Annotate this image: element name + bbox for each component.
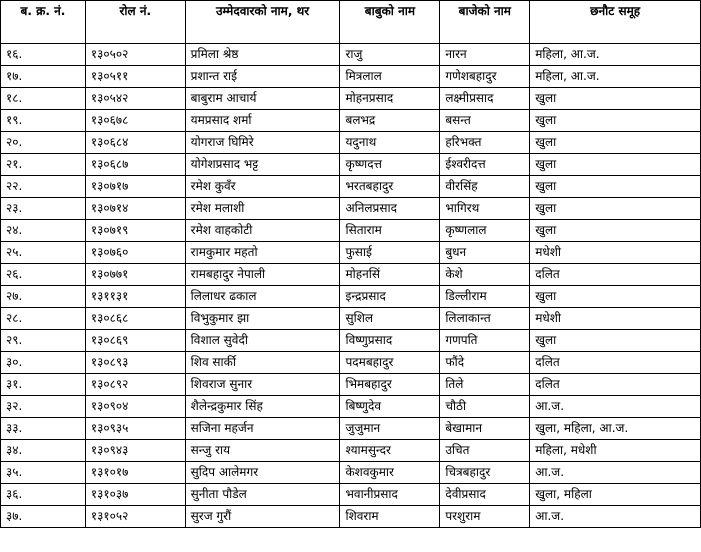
roll-number-cell: १३०८९३ bbox=[85, 352, 185, 374]
serial-number-cell: २३. bbox=[1, 198, 86, 220]
grandfather-name-cell: कृष्णलाल bbox=[440, 220, 530, 242]
selection-group-cell: दलित bbox=[530, 352, 701, 374]
candidate-name-cell: रामबहादुर नेपाली bbox=[185, 264, 340, 286]
roll-number-cell: १३०८६८ bbox=[85, 308, 185, 330]
table-row bbox=[1, 88, 701, 110]
table-body bbox=[1, 44, 701, 528]
roll-number-cell: १३०५११ bbox=[85, 66, 185, 88]
father-name-cell: भिमबहादुर bbox=[340, 374, 440, 396]
serial-number-cell: १७. bbox=[1, 66, 86, 88]
candidate-name-cell: विभुकुमार झा bbox=[185, 308, 340, 330]
father-name-cell: बलभद्र bbox=[340, 110, 440, 132]
header-father-name: बाबुको नाम bbox=[340, 1, 440, 44]
grandfather-name-cell: वीरसिंह bbox=[440, 176, 530, 198]
selection-group-cell: खुला bbox=[530, 110, 701, 132]
roll-number-cell: १३०५०२ bbox=[85, 44, 185, 66]
roll-number-cell: १३०६८४ bbox=[85, 132, 185, 154]
candidate-name-cell: विशाल सुवेदी bbox=[185, 330, 340, 352]
roll-number-cell: १३०७१९ bbox=[85, 220, 185, 242]
roll-number-cell: १३०६८७ bbox=[85, 154, 185, 176]
roll-number-cell: १३०५४२ bbox=[85, 88, 185, 110]
table-row bbox=[1, 374, 701, 396]
father-name-cell: भवानीप्रसाद bbox=[340, 484, 440, 506]
serial-number-cell: ३७. bbox=[1, 506, 86, 528]
father-name-cell: विष्णुप्रसाद bbox=[340, 330, 440, 352]
father-name-cell: राजु bbox=[340, 44, 440, 66]
header-row bbox=[1, 1, 701, 44]
selection-group-cell: दलित bbox=[530, 374, 701, 396]
selection-group-cell: खुला bbox=[530, 88, 701, 110]
father-name-cell: पदमबहादुर bbox=[340, 352, 440, 374]
grandfather-name-cell: चित्रबहादुर bbox=[440, 462, 530, 484]
selection-group-cell: खुला, महिला bbox=[530, 484, 701, 506]
selection-group-cell: मधेशी bbox=[530, 242, 701, 264]
candidate-name-cell: रमेश वाहकोटी bbox=[185, 220, 340, 242]
father-name-cell: मित्रलाल bbox=[340, 66, 440, 88]
selection-group-cell: खुला bbox=[530, 176, 701, 198]
father-name-cell: फुसाई bbox=[340, 242, 440, 264]
roll-number-cell: १३०६७८ bbox=[85, 110, 185, 132]
candidate-name-cell: सजिना महर्जन bbox=[185, 418, 340, 440]
serial-number-cell: ३२. bbox=[1, 396, 86, 418]
grandfather-name-cell: गणपति bbox=[440, 330, 530, 352]
grandfather-name-cell: ईश्वरीदत्त bbox=[440, 154, 530, 176]
serial-number-cell: ३४. bbox=[1, 440, 86, 462]
father-name-cell: केशवकुमार bbox=[340, 462, 440, 484]
father-name-cell: भरतबहादुर bbox=[340, 176, 440, 198]
father-name-cell: सुशिल bbox=[340, 308, 440, 330]
grandfather-name-cell: लक्ष्मीप्रसाद bbox=[440, 88, 530, 110]
roll-number-cell: १३०७६० bbox=[85, 242, 185, 264]
table-row bbox=[1, 198, 701, 220]
selection-group-cell: आ.ज. bbox=[530, 462, 701, 484]
selection-group-cell: खुला bbox=[530, 220, 701, 242]
candidate-name-cell: शैलेन्द्रकुमार सिंह bbox=[185, 396, 340, 418]
serial-number-cell: ३५. bbox=[1, 462, 86, 484]
father-name-cell: बिष्णुदेव bbox=[340, 396, 440, 418]
father-name-cell: इन्द्रप्रसाद bbox=[340, 286, 440, 308]
grandfather-name-cell: बुधन bbox=[440, 242, 530, 264]
selection-group-cell: मधेशी bbox=[530, 308, 701, 330]
selection-group-cell: खुला bbox=[530, 198, 701, 220]
candidate-name-cell: सन्जु राय bbox=[185, 440, 340, 462]
serial-number-cell: १८. bbox=[1, 88, 86, 110]
candidate-name-cell: योगेशप्रसाद भट्ट bbox=[185, 154, 340, 176]
serial-number-cell: २२. bbox=[1, 176, 86, 198]
selection-group-cell: खुला bbox=[530, 132, 701, 154]
table-row bbox=[1, 220, 701, 242]
grandfather-name-cell: देवीप्रसाद bbox=[440, 484, 530, 506]
grandfather-name-cell: बसन्त bbox=[440, 110, 530, 132]
serial-number-cell: ३१. bbox=[1, 374, 86, 396]
selection-group-cell: महिला, आ.ज. bbox=[530, 66, 701, 88]
selection-group-cell: खुला bbox=[530, 330, 701, 352]
table-row bbox=[1, 440, 701, 462]
serial-number-cell: २७. bbox=[1, 286, 86, 308]
serial-number-cell: २४. bbox=[1, 220, 86, 242]
table-row bbox=[1, 154, 701, 176]
grandfather-name-cell: उचित bbox=[440, 440, 530, 462]
table-row bbox=[1, 176, 701, 198]
table-row bbox=[1, 242, 701, 264]
serial-number-cell: १६. bbox=[1, 44, 86, 66]
serial-number-cell: २८. bbox=[1, 308, 86, 330]
grandfather-name-cell: लिलाकान्त bbox=[440, 308, 530, 330]
candidate-name-cell: यमप्रसाद शर्मा bbox=[185, 110, 340, 132]
roll-number-cell: १३११३१ bbox=[85, 286, 185, 308]
roll-number-cell: १३०७१४ bbox=[85, 198, 185, 220]
candidate-name-cell: योगराज घिमिरे bbox=[185, 132, 340, 154]
grandfather-name-cell: डिल्लीराम bbox=[440, 286, 530, 308]
grandfather-name-cell: नारन bbox=[440, 44, 530, 66]
grandfather-name-cell: परशुराम bbox=[440, 506, 530, 528]
candidate-name-cell: सुरज गुरौं bbox=[185, 506, 340, 528]
serial-number-cell: २६. bbox=[1, 264, 86, 286]
candidate-name-cell: रमेश मलाशी bbox=[185, 198, 340, 220]
grandfather-name-cell: हरिभक्त bbox=[440, 132, 530, 154]
table-row bbox=[1, 308, 701, 330]
roll-number-cell: १३०७१७ bbox=[85, 176, 185, 198]
selection-group-cell: दलित bbox=[530, 264, 701, 286]
table-row bbox=[1, 66, 701, 88]
serial-number-cell: २५. bbox=[1, 242, 86, 264]
table-row bbox=[1, 352, 701, 374]
candidate-name-cell: शिव सार्की bbox=[185, 352, 340, 374]
candidate-name-cell: सुदिप आलेमगर bbox=[185, 462, 340, 484]
father-name-cell: शिवराम bbox=[340, 506, 440, 528]
table-row bbox=[1, 484, 701, 506]
father-name-cell: जुजुमान bbox=[340, 418, 440, 440]
serial-number-cell: ३६. bbox=[1, 484, 86, 506]
serial-number-cell: ३३. bbox=[1, 418, 86, 440]
grandfather-name-cell: चौठी bbox=[440, 396, 530, 418]
grandfather-name-cell: तिले bbox=[440, 374, 530, 396]
serial-number-cell: ३०. bbox=[1, 352, 86, 374]
roll-number-cell: १३०८६९ bbox=[85, 330, 185, 352]
grandfather-name-cell: केशे bbox=[440, 264, 530, 286]
selection-group-cell: आ.ज. bbox=[530, 506, 701, 528]
selection-group-cell: खुला bbox=[530, 154, 701, 176]
grandfather-name-cell: गणेशबहादुर bbox=[440, 66, 530, 88]
father-name-cell: मोहनप्रसाद bbox=[340, 88, 440, 110]
roll-number-cell: १३०९४३ bbox=[85, 440, 185, 462]
table-row bbox=[1, 506, 701, 528]
candidate-name-cell: प्रशान्त राई bbox=[185, 66, 340, 88]
roll-number-cell: १३०९३५ bbox=[85, 418, 185, 440]
serial-number-cell: २०. bbox=[1, 132, 86, 154]
table-row bbox=[1, 330, 701, 352]
candidate-name-cell: रामकुमार महतो bbox=[185, 242, 340, 264]
table-row bbox=[1, 110, 701, 132]
roll-number-cell: १३१०५२ bbox=[85, 506, 185, 528]
header-serial-number: ब. क्र. नं. bbox=[1, 1, 86, 44]
roll-number-cell: १३०८९२ bbox=[85, 374, 185, 396]
roll-number-cell: १३१०३७ bbox=[85, 484, 185, 506]
serial-number-cell: १९. bbox=[1, 110, 86, 132]
grandfather-name-cell: भागिरथ bbox=[440, 198, 530, 220]
table-row bbox=[1, 286, 701, 308]
header-selection-group: छनौट समूह bbox=[530, 1, 701, 44]
table-header bbox=[1, 1, 701, 44]
candidate-name-cell: बाबुराम आचार्य bbox=[185, 88, 340, 110]
roll-number-cell: १३०९०४ bbox=[85, 396, 185, 418]
selection-group-cell: खुला, महिला, आ.ज. bbox=[530, 418, 701, 440]
father-name-cell: श्यामसुन्दर bbox=[340, 440, 440, 462]
candidate-name-cell: लिलाधर ढकाल bbox=[185, 286, 340, 308]
grandfather-name-cell: फौंदे bbox=[440, 352, 530, 374]
table-row bbox=[1, 44, 701, 66]
father-name-cell: मोहनसिं bbox=[340, 264, 440, 286]
grandfather-name-cell: बेखामान bbox=[440, 418, 530, 440]
table-row bbox=[1, 132, 701, 154]
father-name-cell: कृष्णदत्त bbox=[340, 154, 440, 176]
table-row bbox=[1, 396, 701, 418]
roll-number-cell: १३१०१७ bbox=[85, 462, 185, 484]
candidate-name-cell: सुनीता पौडेल bbox=[185, 484, 340, 506]
selection-group-cell: महिला, आ.ज. bbox=[530, 44, 701, 66]
roll-number-cell: १३०७७१ bbox=[85, 264, 185, 286]
table-row bbox=[1, 462, 701, 484]
header-roll-number: रोल नं. bbox=[85, 1, 185, 44]
father-name-cell: यदुनाथ bbox=[340, 132, 440, 154]
serial-number-cell: २१. bbox=[1, 154, 86, 176]
selection-group-cell: आ.ज. bbox=[530, 396, 701, 418]
candidate-name-cell: शिवराज सुनार bbox=[185, 374, 340, 396]
header-candidate-name: उम्मेदवारको नाम, थर bbox=[185, 1, 340, 44]
father-name-cell: सिताराम bbox=[340, 220, 440, 242]
candidate-name-cell: प्रमिला श्रेष्ठ bbox=[185, 44, 340, 66]
candidate-name-cell: रमेश कुवँर bbox=[185, 176, 340, 198]
father-name-cell: अनिलप्रसाद bbox=[340, 198, 440, 220]
header-grandfather-name: बाजेको नाम bbox=[440, 1, 530, 44]
selection-group-cell: खुला bbox=[530, 286, 701, 308]
table-row bbox=[1, 264, 701, 286]
table-row bbox=[1, 418, 701, 440]
serial-number-cell: २९. bbox=[1, 330, 86, 352]
selection-group-cell: महिला, मधेशी bbox=[530, 440, 701, 462]
